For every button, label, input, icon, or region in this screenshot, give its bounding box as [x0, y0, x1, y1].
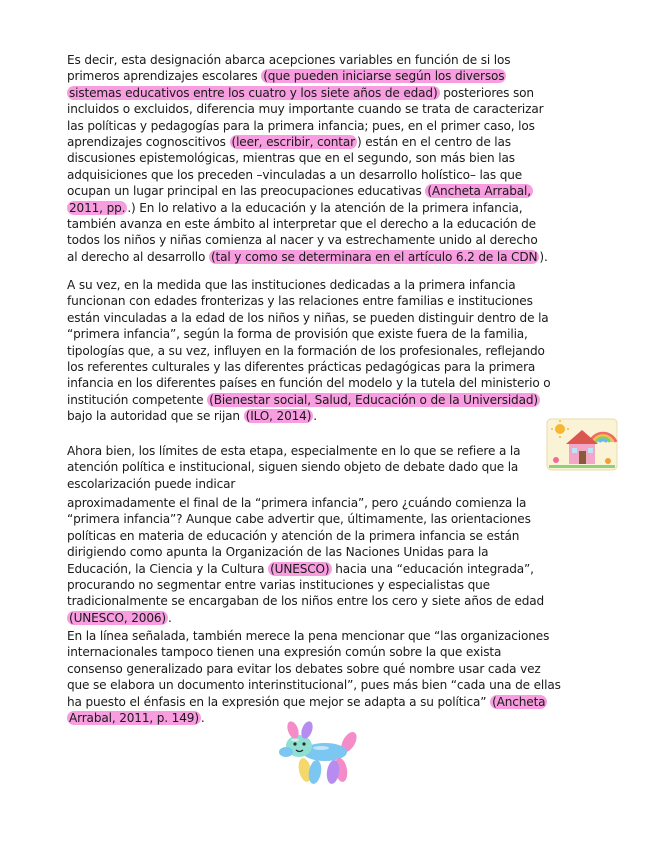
text-segment: A su vez, en la medida que las instituciones dedicadas a la primera infancia — [67, 278, 516, 292]
text-segment: posteriores son — [439, 85, 534, 100]
text-line — [67, 343, 577, 359]
text-segment: también avanza en este ámbito al interpretar que el derecho a la educación de — [67, 217, 536, 232]
paragraph-limites-etapa — [67, 443, 545, 492]
text-segment: . — [200, 711, 205, 726]
text-line — [67, 200, 577, 216]
text-line — [67, 375, 577, 391]
text-segment: En la línea señalada, también merece la pena mencionar que “las organizaciones — [67, 629, 550, 643]
text-line — [67, 544, 577, 560]
text-segment: los referentes culturales y las diferentes prácticas pedagógicas para la primera — [67, 360, 536, 375]
text-segment: Es decir, esta designación abarca acepciones variables en función de si los — [67, 53, 511, 67]
text-line — [67, 644, 577, 660]
text-line — [67, 232, 577, 248]
text-line — [67, 593, 577, 609]
text-line — [67, 134, 577, 150]
text-segment: aprendizajes cognoscitivos — [67, 135, 230, 150]
text-segment: bajo la autoridad que se rijan — [67, 409, 244, 424]
paragraph-organizaciones — [67, 628, 577, 726]
text-segment: Educación, la Ciencia y la Cultura — [67, 561, 269, 576]
text-line — [67, 85, 577, 101]
text-segment: institución competente — [67, 392, 208, 407]
text-line — [67, 459, 545, 475]
highlighted-citation: Arrabal, 2011, p. 149) — [69, 711, 199, 726]
text-segment: ). — [539, 249, 548, 264]
text-line — [67, 528, 577, 544]
highlighted-citation: sistemas educativos entre los cuatro y los siete años de edad) — [69, 85, 438, 100]
text-line — [67, 661, 577, 677]
text-segment: que se elabora un documento interinstitucional”, pues más bien “cada una de ellas — [67, 678, 561, 693]
text-line — [67, 628, 577, 644]
text-line — [67, 495, 577, 511]
text-line — [67, 167, 577, 183]
text-line — [67, 392, 577, 408]
text-segment: .) En lo relativo a la educación y la atención de la primera infancia, — [127, 200, 523, 215]
text-line — [67, 511, 577, 527]
text-segment: ) están en el centro de las — [356, 135, 511, 150]
highlighted-citation: (UNESCO) — [270, 561, 330, 576]
text-segment: están vinculadas a la edad de los niños y niñas, se pueden distinguir dentro de la — [67, 310, 549, 325]
highlighted-citation: 2011, pp. — [69, 200, 126, 215]
text-segment: “primera infancia”? Aunque cabe advertir que, últimamente, las orientaciones — [67, 512, 531, 527]
paragraph-designacion — [67, 52, 577, 265]
text-line — [67, 183, 577, 199]
paragraph-primera-infancia — [67, 495, 577, 626]
text-line — [67, 249, 577, 265]
text-segment: dirigiendo como apunta la Organización de las Naciones Unidas para la — [67, 545, 489, 560]
text-segment: primeros aprendizajes escolares — [67, 69, 262, 84]
text-line — [67, 408, 577, 424]
text-segment: internacionales tampoco tienen una expresión común sobre la que exista — [67, 645, 502, 660]
text-line — [67, 68, 577, 84]
text-segment: consenso generalizado para evitar los debates sobre qué nombre usar cada vez — [67, 661, 541, 676]
text-segment: discusiones epistemológicas, mientras que en el segundo, son más bien las — [67, 151, 515, 166]
text-segment: “primera infancia”, según la forma de provisión que existe fuera de la familia, — [67, 327, 528, 342]
text-segment: incluidos o excluidos, diferencia muy importante cuando se trata de caracterizar — [67, 102, 544, 117]
highlighted-citation: (Bienestar social, Salud, Educación o de la Universidad) — [209, 392, 538, 407]
text-segment: Ahora bien, los límites de esta etapa, especialmente en lo que se refiere a la — [67, 444, 521, 458]
highlighted-citation: (UNESCO, 2006) — [69, 610, 166, 625]
text-line — [67, 277, 577, 293]
text-segment: atención política e institucional, siguen siendo objeto de debate dado que la — [67, 460, 519, 475]
highlighted-citation: (Ancheta — [492, 694, 546, 709]
paragraph-instituciones — [67, 277, 577, 425]
text-segment: aproximadamente el final de la “primera infancia”, pero ¿cuándo comienza la — [67, 496, 527, 510]
balloon-dog-sticker-icon — [275, 716, 363, 788]
text-segment: infancia en los diferentes países en función del modelo y la tutela del ministerio o — [67, 376, 551, 391]
text-line — [67, 443, 545, 459]
text-segment: adquisiciones que los preceden –vinculadas a un desarrollo holístico– las que — [67, 167, 523, 182]
text-line — [67, 577, 577, 593]
text-line — [67, 216, 577, 232]
highlighted-citation: (leer, escribir, contar — [231, 135, 355, 150]
text-segment: tipologías que, a su vez, influyen en la formación de los profesionales, reflejando — [67, 343, 545, 358]
highlighted-citation: (tal y como se determinara en el artículo 6.2 de la CDN — [210, 249, 538, 264]
text-segment: todos los niños y niñas comienza al nacer y va estrechamente unido al derecho — [67, 233, 538, 248]
text-segment: ha puesto el énfasis en la expresión que mejor se adapta a su política” — [67, 694, 491, 709]
text-segment: . — [313, 409, 317, 424]
text-segment: . — [167, 610, 172, 625]
text-segment: al derecho al desarrollo — [67, 249, 209, 264]
highlighted-citation: (ILO, 2014) — [245, 409, 312, 424]
text-line — [67, 293, 577, 309]
highlighted-citation: (Ancheta Arrabal, — [427, 184, 531, 199]
text-line — [67, 694, 577, 710]
text-line — [67, 476, 545, 492]
text-segment: tradicionalmente se encargaban de los niños entre los cero y siete años de edad — [67, 594, 545, 609]
highlighted-citation: (que pueden iniciarse según los diversos — [263, 69, 505, 84]
text-segment: ocupan un lugar principal en las preocupaciones educativas — [67, 184, 426, 199]
text-line — [67, 610, 577, 626]
text-line — [67, 101, 577, 117]
text-line — [67, 326, 577, 342]
text-segment: hacia una “educación integrada”, — [331, 561, 534, 576]
text-line — [67, 310, 577, 326]
text-line — [67, 561, 577, 577]
text-line — [67, 52, 577, 68]
text-segment: escolarización puede indicar — [67, 476, 236, 491]
text-line — [67, 150, 577, 166]
text-segment: las políticas y pedagogías para la primera infancia; pues, en el primer caso, los — [67, 118, 535, 133]
text-line — [67, 677, 577, 693]
text-segment: políticas en materia de educación y atención de la primera infancia se están — [67, 528, 520, 543]
text-line — [67, 359, 577, 375]
text-line — [67, 118, 577, 134]
text-segment: funcionan con edades fronterizas y las relaciones entre familias e instituciones — [67, 294, 533, 309]
text-segment: procurando no segmentar entre varias instituciones y especialistas que — [67, 578, 490, 593]
house-sticker-icon — [546, 416, 618, 472]
